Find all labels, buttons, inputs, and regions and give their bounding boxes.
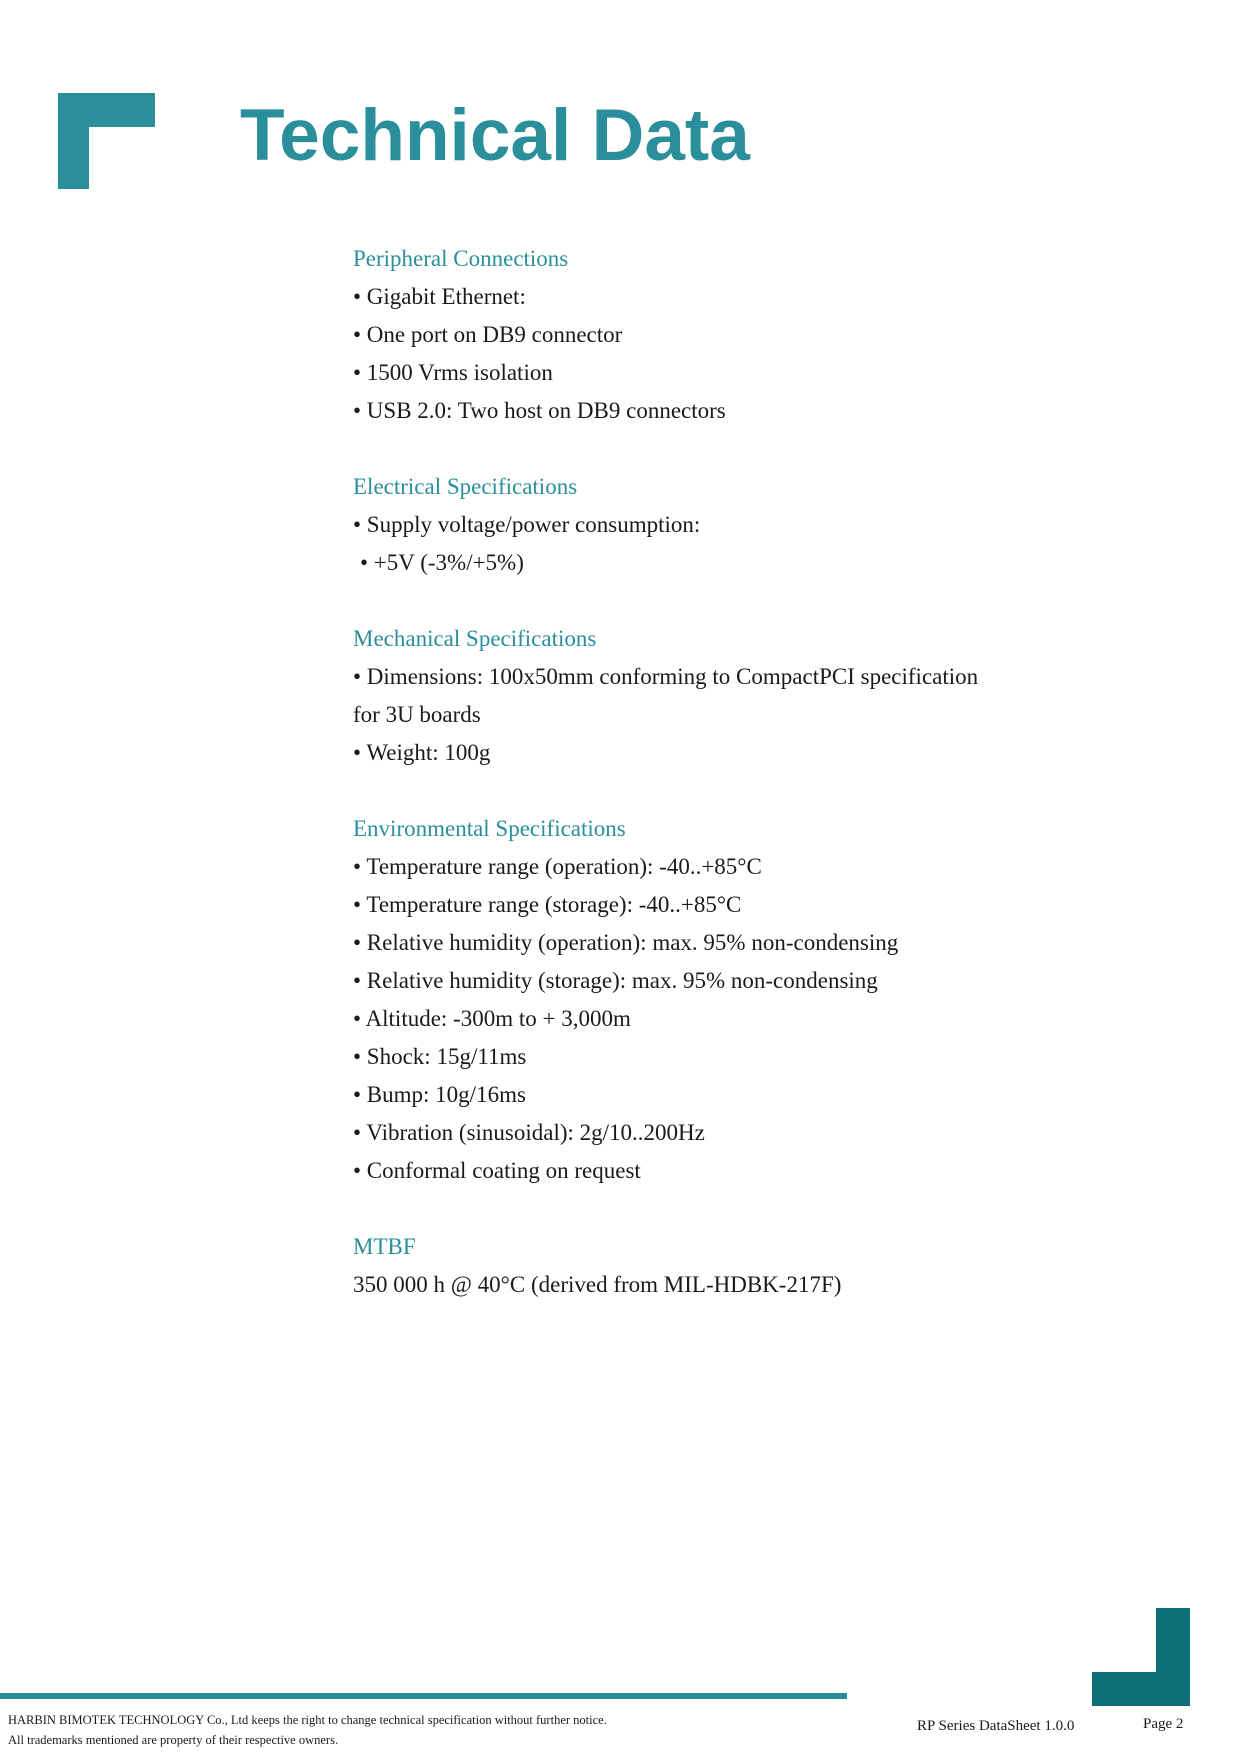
spec-item: • Relative humidity (operation): max. 95% non-condensing [353, 930, 899, 955]
spec-item: for 3U boards [353, 702, 481, 727]
section-heading: MTBF [353, 1234, 416, 1259]
section-mechanical-specifications [353, 620, 1073, 772]
section-peripheral-connections [353, 240, 1073, 430]
spec-item: • Relative humidity (storage): max. 95% non-condensing [353, 968, 878, 993]
footer-trademarks: All trademarks mentioned are property of their respective owners. [8, 1733, 339, 1747]
page-title: Technical Data [240, 95, 750, 176]
spec-item: • +5V (-3%/+5%) [360, 550, 524, 575]
corner-mark-top-left-bar [58, 93, 155, 127]
section-mtbf [353, 1228, 1073, 1304]
spec-item: 350 000 h @ 40°C (derived from MIL-HDBK-217F) [353, 1272, 842, 1297]
footer-legal [8, 1710, 607, 1750]
spec-item: • USB 2.0: Two host on DB9 connectors [353, 398, 726, 423]
section-heading: Electrical Specifications [353, 474, 578, 499]
section-environmental-specifications [353, 810, 1073, 1190]
spec-item: • Altitude: -300m to + 3,000m [353, 1006, 631, 1031]
section-heading: Mechanical Specifications [353, 626, 597, 651]
spec-content [353, 240, 1073, 1342]
spec-item: • Dimensions: 100x50mm conforming to CompactPCI specification [353, 664, 979, 689]
section-heading: Environmental Specifications [353, 816, 626, 841]
spec-item: • Supply voltage/power consumption: [353, 512, 701, 537]
footer-notice: HARBIN BIMOTEK TECHNOLOGY Co., Ltd keeps the right to change technical specification without further notice. [8, 1713, 607, 1727]
footer-divider [0, 1693, 847, 1699]
corner-mark-bottom-right-bar [1092, 1672, 1190, 1706]
spec-item: • Temperature range (storage): -40..+85°C [353, 892, 742, 917]
footer-document-name: RP Series DataSheet 1.0.0 [917, 1718, 1075, 1734]
spec-item: • Weight: 100g [353, 740, 491, 765]
spec-item: • Vibration (sinusoidal): 2g/10..200Hz [353, 1120, 705, 1145]
spec-item: • Temperature range (operation): -40..+85°C [353, 854, 762, 879]
section-heading: Peripheral Connections [353, 246, 569, 271]
spec-item: • Bump: 10g/16ms [353, 1082, 526, 1107]
footer-page-number: Page 2 [1143, 1716, 1184, 1732]
spec-item: • 1500 Vrms isolation [353, 360, 553, 385]
spec-item: • Gigabit Ethernet: [353, 284, 526, 309]
spec-item: • Conformal coating on request [353, 1158, 641, 1183]
spec-item: • One port on DB9 connector [353, 322, 623, 347]
section-electrical-specifications [353, 468, 1073, 582]
spec-item: • Shock: 15g/11ms [353, 1044, 527, 1069]
